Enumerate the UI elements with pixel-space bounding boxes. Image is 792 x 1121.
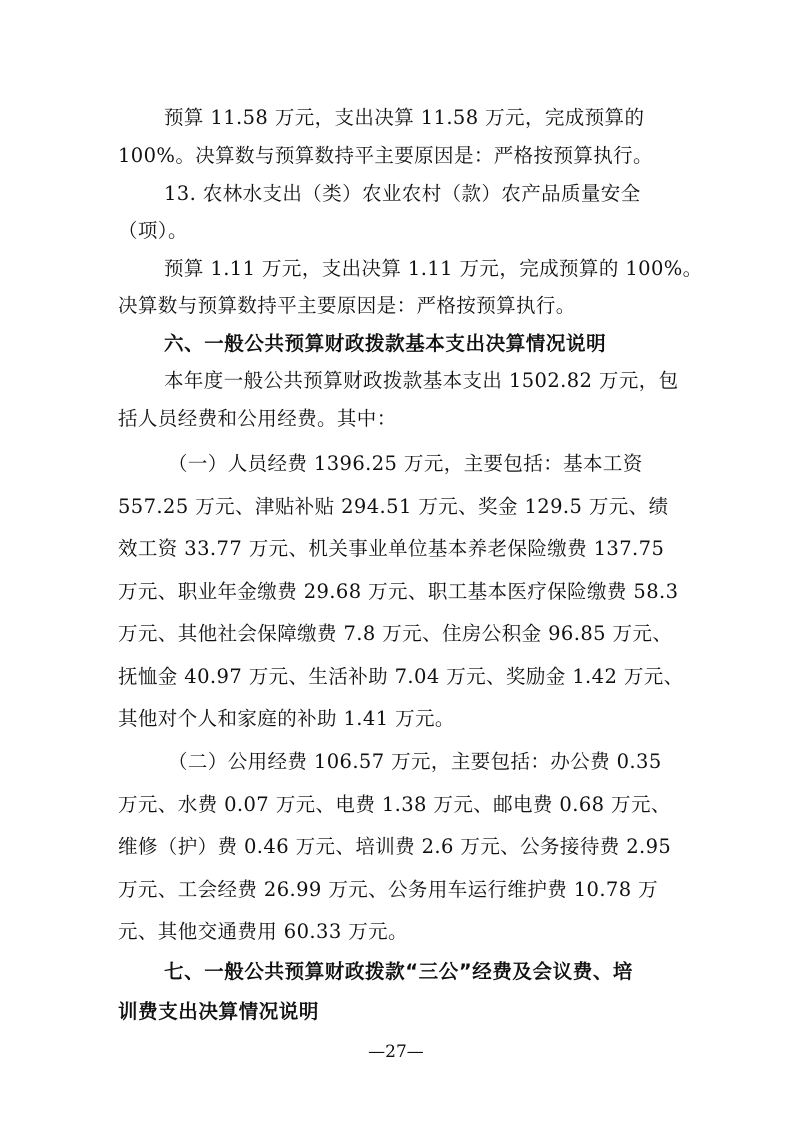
body-text-line: 万元、工会经费 26.99 万元、公务用车运行维护费 10.78 万: [118, 878, 659, 901]
body-text-line: 效工资 33.77 万元、机关事业单位基本养老保险缴费 137.75: [118, 537, 665, 560]
body-text-line: 预算 11.58 万元，支出决算 11.58 万元，完成预算的: [164, 106, 645, 129]
body-text-line: 抚恤金 40.97 万元、生活补助 7.04 万元、奖励金 1.42 万元、: [118, 665, 684, 688]
body-text-line: 元、其他交通费用 60.33 万元。: [118, 920, 408, 943]
subsection-public-expenses: （二）公用经费 106.57 万元，主要包括：办公费 0.35: [168, 750, 662, 773]
body-text-line: 万元、职业年金缴费 29.68 万元、职工基本医疗保险缴费 58.3: [118, 580, 679, 603]
body-text-line: （项）。: [118, 219, 188, 242]
body-text-line: 557.25 万元、津贴补贴 294.51 万元、奖金 129.5 万元、绩: [118, 495, 669, 518]
body-text-line: 本年度一般公共预算财政拨款基本支出 1502.82 万元，包: [164, 369, 679, 392]
page-number: —27—: [368, 1042, 424, 1062]
body-text-line: 其他对个人和家庭的补助 1.41 万元。: [118, 707, 455, 730]
section-heading-7: 七、一般公共预算财政拨款“三公”经费及会议费、培: [164, 960, 634, 983]
subsection-personnel-expenses: （一）人员经费 1396.25 万元，主要包括：基本工资: [168, 452, 643, 475]
body-text-line: 100%。决算数与预算数持平主要原因是：严格按预算执行。: [118, 144, 653, 167]
section-heading-6: 六、一般公共预算财政拨款基本支出决算情况说明: [164, 332, 607, 355]
body-text-line: 万元、水费 0.07 万元、电费 1.38 万元、邮电费 0.68 万元、: [118, 793, 671, 816]
body-text-line: 决算数与预算数持平主要原因是：严格按预算执行。: [118, 294, 576, 317]
body-text-line: 预算 1.11 万元，支出决算 1.11 万元，完成预算的 100%。: [164, 257, 703, 280]
body-text-line: 维修（护）费 0.46 万元、培训费 2.6 万元、公务接待费 2.95: [118, 835, 672, 858]
body-text-line: 万元、其他社会保障缴费 7.8 万元、住房公积金 96.85 万元、: [118, 622, 673, 645]
body-text-line: 括人员经费和公用经费。其中：: [118, 407, 397, 430]
section-heading-7-cont: 训费支出决算情况说明: [118, 1000, 320, 1023]
body-text-line: 13. 农林水支出（类）农业农村（款）农产品质量安全: [164, 182, 641, 205]
